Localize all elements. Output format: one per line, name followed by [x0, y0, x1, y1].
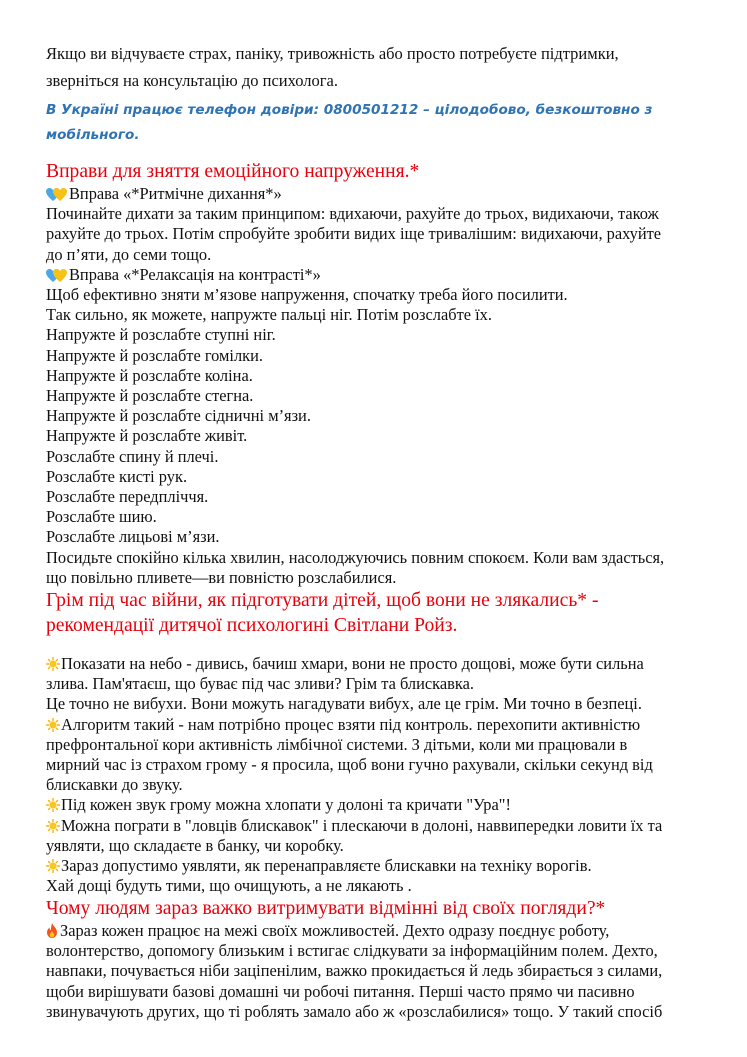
text-line	[46, 876, 714, 896]
text-line: Напружте й розслабте стегна.	[46, 386, 254, 406]
text-line: Напружте й розслабте сідничні м’язи.	[46, 406, 311, 426]
exercise-title	[46, 265, 714, 285]
sun-icon	[46, 717, 60, 731]
text-line	[46, 921, 714, 941]
text-line	[46, 775, 714, 795]
text-line: Розслабте спину й плечі.	[46, 446, 219, 466]
section-heading: рекомендації дитячої психологині Світлани Ройз.	[46, 615, 458, 636]
text-line	[46, 715, 714, 735]
text-line: Розслабте шию.	[46, 507, 157, 527]
intro-line: зверніться на консультацію до психолога.	[46, 71, 338, 90]
text-line	[46, 856, 714, 876]
text-line: Посидьте спокійно кілька хвилин, насолоджуючись повним спокоєм. Коли вам здасться,	[46, 547, 665, 567]
text-line-content: Під кожен звук грому можна хлопати у долоні та кричати "Ура"!	[61, 795, 511, 815]
text-line-content: Алгоритм такий - нам потрібно процес взяти під контроль. перехопити активністю	[61, 714, 641, 734]
text-line-content: Це точно не вибухи. Вони можуть нагадувати вибух, але це грім. Ми точно в безпеці.	[46, 694, 642, 714]
exercise-description	[46, 285, 714, 588]
text-line: Так сильно, як можете, напружте пальці ніг. Потім розслабте їх.	[46, 305, 492, 325]
text-line-content: префронтальної кори активність лімбічної системи. З дітьми, коли ми працювали в	[46, 734, 628, 754]
text-line-content: щоби вирішувати базові домашні чи робочі питання. Перші часто прямо чи пасивно	[46, 981, 635, 1001]
text-line	[46, 836, 714, 856]
intro-line: Якщо ви відчуваєте страх, паніку, тривожність або просто потребуєте підтримки,	[46, 44, 619, 63]
text-line-content: Зараз допустимо уявляти, як перенаправляєте блискавки на техніку ворогів.	[61, 856, 592, 876]
text-line-content: уявляти, що складаєте в банку, чи коробку.	[46, 835, 344, 855]
exercise-title-text: Вправа «*Релаксація на контрасті*»	[69, 264, 321, 284]
text-line	[46, 1002, 714, 1022]
text-line: Напружте й розслабте живіт.	[46, 426, 248, 446]
text-line	[46, 941, 714, 961]
text-line: Розслабте лицьові м’язи.	[46, 527, 220, 547]
text-line: що повільно пливете—ви повністю розслабилися.	[46, 567, 397, 587]
text-line: Щоб ефективно зняти м’язове напруження, спочатку треба його посилити.	[46, 285, 568, 305]
intro-paragraph	[46, 40, 714, 94]
sun-icon	[46, 656, 60, 670]
text-line	[46, 982, 714, 1002]
exercise-title	[46, 184, 714, 204]
text-line: рахуйте до трьох. Потім спробуйте зробити видих іще тривалішим: видихаючи, рахуйте	[46, 224, 662, 244]
text-line-content: Можна пограти в "ловців блискавок" і плескаючи в долоні, наввипередки ловити їх та	[61, 815, 663, 835]
text-line	[46, 795, 714, 815]
text-line	[46, 755, 714, 775]
section-thunder-tips	[46, 654, 714, 896]
text-line-content: блискавки до звуку.	[46, 775, 183, 795]
text-line-content: звинувачують других, що ті роблять замало або ж «розслабилися» тощо. У такий спосіб	[46, 1001, 663, 1021]
hotline-line: В Україні працює телефон довіри: 0800501212 – цілодобово, безкоштовно з	[46, 102, 653, 118]
section-different-views	[46, 897, 714, 1022]
hearts-icon	[46, 188, 60, 201]
text-line	[46, 694, 714, 714]
text-line-content: Хай дощі будуть тими, що очищують, а не лякають .	[46, 876, 412, 896]
text-line: Починайте дихати за таким принципом: вдихаючи, рахуйте до трьох, видихаючи, також	[46, 204, 659, 224]
text-line-content: злива. Пам'ятаєш, що буває під час зливи? Грім та блискавка.	[46, 674, 474, 694]
hotline-line: мобільного.	[46, 127, 140, 143]
exercise-title-text: Вправа «*Ритмічне дихання*»	[69, 184, 282, 203]
text-line-content: Зараз кожен працює на межі своїх можливостей. Дехто одразу поєднує роботу,	[60, 921, 610, 940]
text-line: Напружте й розслабте коліна.	[46, 365, 253, 385]
section-thunder-heading	[46, 588, 714, 638]
text-line: Напружте й розслабте гомілки.	[46, 345, 263, 365]
text-line: Розслабте кисті рук.	[46, 466, 188, 486]
sun-icon	[46, 858, 60, 872]
text-line	[46, 654, 714, 674]
text-line	[46, 816, 714, 836]
exercise-description	[46, 204, 714, 265]
text-line-content: мирний час із страхом грому - я просила, щоб вони гучно рахували, скільки секунд від	[46, 755, 653, 775]
text-line	[46, 961, 714, 981]
section-relaxation-exercises	[46, 160, 714, 588]
text-line-content: навпаки, почувається ніби заціпенілим, важко прокидається й ледь збирається з силами,	[46, 961, 663, 981]
section-heading: Чому людям зараз важко витримувати відмінні від своїх погляди?*	[46, 898, 606, 919]
text-line: Напружте й розслабте ступні ніг.	[46, 325, 276, 345]
text-line-content: Показати на небо - дивись, бачиш хмари, вони не просто дощові, може бути сильна	[61, 654, 644, 673]
text-line	[46, 674, 714, 694]
text-line: до п’яти, до семи тощо.	[46, 244, 212, 264]
text-line: Розслабте передпліччя.	[46, 487, 209, 507]
section-heading: Грім під час війни, як підготувати дітей, щоб вони не злякались* -	[46, 590, 599, 611]
hotline-paragraph	[46, 98, 686, 148]
sun-icon	[46, 797, 60, 811]
hearts-icon	[46, 269, 60, 282]
text-line	[46, 735, 714, 755]
fire-icon	[46, 923, 58, 938]
sun-icon	[46, 818, 60, 832]
text-line-content: волонтерство, допомогу близьким і встигає слідкувати за інформаційним полем. Дехто,	[46, 941, 658, 961]
section-heading: Вправи для зняття емоційного напруження.*	[46, 161, 420, 182]
